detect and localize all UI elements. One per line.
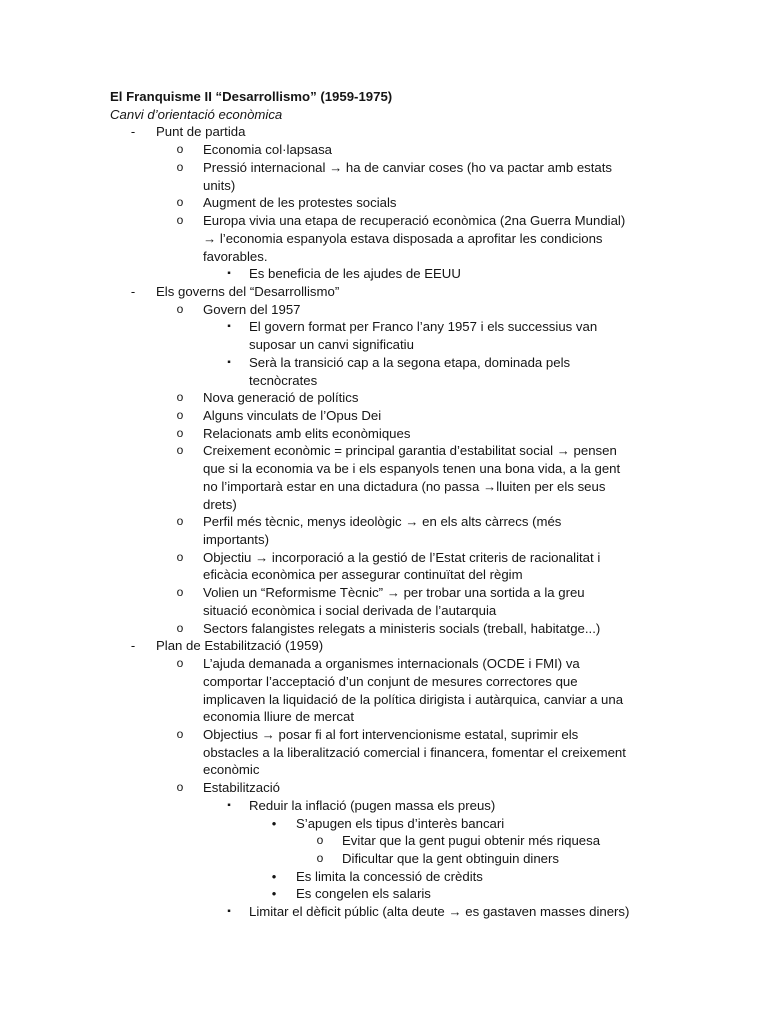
outline-line	[0, 478, 768, 496]
line-text: Alguns vinculats de l’Opus Dei	[203, 408, 382, 423]
outline-line	[0, 637, 768, 655]
bullet-marker: o	[316, 851, 324, 865]
bullet-marker: •	[271, 886, 277, 902]
line-text: → l’economia espanyola estava disposada a aprofitar les condicions	[203, 230, 603, 246]
line-text: Objectiu → incorporació a la gestió de l’Estat criteris de racionalitat i	[203, 549, 601, 565]
bullet-marker: o	[176, 425, 184, 440]
line-text: Economia col·lapsasa	[203, 142, 333, 158]
outline-line	[0, 372, 768, 390]
bullet-marker: o	[176, 159, 184, 174]
line-text: eficàcia econòmica per assegurar continuïtat del règim	[203, 567, 523, 583]
outline-line	[0, 691, 768, 709]
outline-line	[0, 868, 768, 886]
line-text: Limitar el dèficit públic (alta deute → es gastaven masses diners)	[249, 904, 630, 920]
outline-line	[0, 584, 768, 602]
outline-line	[0, 141, 768, 159]
bullet-marker: o	[176, 195, 184, 210]
line-text: S’apugen els tipus d’interès bancari	[296, 815, 505, 831]
bullet-marker: •	[271, 868, 277, 884]
line-text: Plan de Estabilització (1959)	[156, 638, 324, 654]
line-text: comportar l’acceptació d’un conjunt de mesures correctores que	[203, 673, 578, 689]
line-text: Estabilització	[203, 780, 280, 796]
line-text: Europa vivia una etapa de recuperació econòmica (2na Guerra Mundial)	[203, 213, 626, 228]
outline-line	[0, 566, 768, 584]
bullet-marker: -	[130, 638, 136, 654]
outline-line	[0, 159, 768, 177]
bullet-marker: ▪	[227, 321, 231, 333]
bullet-marker: o	[176, 780, 184, 795]
bullet-marker: ▪	[227, 356, 231, 368]
outline-line	[0, 832, 768, 850]
outline-line	[0, 673, 768, 691]
line-text: que si la economia va be i els espanyols tenen una bona vida, a la gent	[203, 461, 621, 477]
outline-line	[0, 354, 768, 372]
bullet-marker: o	[176, 726, 184, 741]
line-text: econòmic	[203, 762, 260, 778]
outline-line	[0, 407, 768, 425]
line-text: favorables.	[203, 248, 268, 264]
line-text: units)	[203, 177, 236, 193]
line-text: Creixement econòmic = principal garantia d’estabilitat social → pensen	[203, 443, 617, 459]
outline-line	[0, 248, 768, 266]
bullet-marker: o	[176, 514, 184, 529]
line-text: drets)	[203, 496, 237, 512]
outline-line	[0, 513, 768, 531]
line-text: Evitar que la gent pugui obtenir més riquesa	[342, 833, 601, 849]
bullet-marker: o	[176, 408, 184, 422]
line-text: Es limita la concessió de crèdits	[296, 868, 483, 884]
bullet-marker: -	[130, 283, 136, 299]
outline-line	[0, 177, 768, 195]
outline-line	[0, 549, 768, 567]
outline-line	[0, 761, 768, 779]
outline-line	[0, 885, 768, 903]
bullet-marker: o	[176, 443, 184, 458]
outline-line	[0, 123, 768, 141]
line-text: Volien un “Reformisme Tècnic” → per trobar una sortida a la greu	[203, 585, 585, 601]
line-text: Es congelen els salaris	[296, 886, 431, 902]
line-text: Sectors falangistes relegats a ministeris socials (treball, habitatge...)	[203, 620, 601, 636]
line-text: Es beneficia de les ajudes de EEUU	[249, 266, 461, 282]
outline-line	[0, 708, 768, 726]
line-text: no l’importarà estar en una dictadura (no passa →lluiten per els seus	[203, 478, 606, 494]
line-text: suposar un canvi significatiu	[249, 337, 414, 353]
line-text: Govern del 1957	[203, 301, 301, 317]
outline-line	[0, 283, 768, 301]
outline-line	[0, 336, 768, 354]
line-text: Canvi d’orientació econòmica	[110, 106, 283, 122]
line-text: Relacionats amb elits econòmiques	[203, 425, 411, 441]
outline-line	[0, 318, 768, 336]
bullet-marker: ▪	[227, 906, 231, 918]
outline-line	[0, 779, 768, 797]
outline-line	[0, 620, 768, 638]
line-text: Objectius → posar fi al fort intervencionisme estatal, suprimir els	[203, 726, 579, 742]
line-text: El govern format per Franco l’any 1957 i els successius van	[249, 319, 598, 335]
outline-line	[0, 602, 768, 620]
line-text: El Franquisme II “Desarrollismo” (1959-1975)	[110, 89, 393, 104]
bullet-marker: ▪	[227, 799, 231, 811]
outline-line	[0, 797, 768, 815]
outline-line	[0, 726, 768, 744]
line-text: importants)	[203, 532, 269, 547]
line-text: Els governs del “Desarrollismo”	[156, 283, 340, 299]
line-text: L’ajuda demanada a organismes internacionals (OCDE i FMI) va	[203, 656, 580, 671]
line-text: economia lliure de mercat	[203, 709, 354, 725]
line-text: Perfil més tècnic, menys ideològic → en els alts càrrecs (més	[203, 514, 562, 530]
outline-line	[0, 425, 768, 443]
line-text: Dificultar que la gent obtinguin diners	[342, 851, 559, 866]
line-text: Serà la transició cap a la segona etapa, dominada pels	[249, 354, 571, 370]
bullet-marker: o	[176, 656, 184, 670]
outline-line	[0, 815, 768, 833]
document-subtitle	[0, 106, 768, 124]
outline-line	[0, 389, 768, 407]
bullet-marker: ▪	[227, 268, 231, 280]
line-text: Augment de les protestes socials	[203, 195, 397, 211]
outline-line	[0, 850, 768, 868]
outline-line	[0, 903, 768, 921]
outline-line	[0, 744, 768, 762]
bullet-marker: o	[176, 213, 184, 227]
line-text: Reduir la inflació (pugen massa els preus)	[249, 797, 496, 813]
bullet-marker: o	[176, 585, 184, 600]
outline-line	[0, 301, 768, 319]
document-title	[0, 88, 768, 106]
line-text: obstacles a la liberalització comercial i financera, fomentar el creixement	[203, 744, 626, 760]
bullet-marker: o	[176, 390, 184, 405]
outline-line	[0, 194, 768, 212]
outline-line	[0, 212, 768, 230]
outline-line	[0, 460, 768, 478]
line-text: implicaven la liquidació de la política dirigista i autàrquica, canviar a una	[203, 691, 624, 707]
line-text: tecnòcrates	[249, 372, 318, 388]
outline-line	[0, 230, 768, 248]
bullet-marker: o	[176, 620, 184, 635]
line-text: situació econòmica i social derivada de l’autarquia	[203, 602, 497, 618]
bullet-marker: o	[176, 142, 184, 157]
bullet-marker: o	[316, 833, 324, 848]
outline-line	[0, 531, 768, 549]
bullet-marker: -	[130, 124, 136, 140]
line-text: Nova generació de polítics	[203, 390, 359, 406]
bullet-marker: o	[176, 549, 184, 564]
outline-line	[0, 265, 768, 283]
outline-line	[0, 442, 768, 460]
line-text: Punt de partida	[156, 124, 246, 140]
outline-line	[0, 496, 768, 514]
bullet-marker: •	[271, 815, 277, 831]
bullet-marker: o	[176, 301, 184, 316]
outline-line	[0, 655, 768, 673]
line-text: Pressió internacional → ha de canviar coses (ho va pactar amb estats	[203, 159, 613, 175]
